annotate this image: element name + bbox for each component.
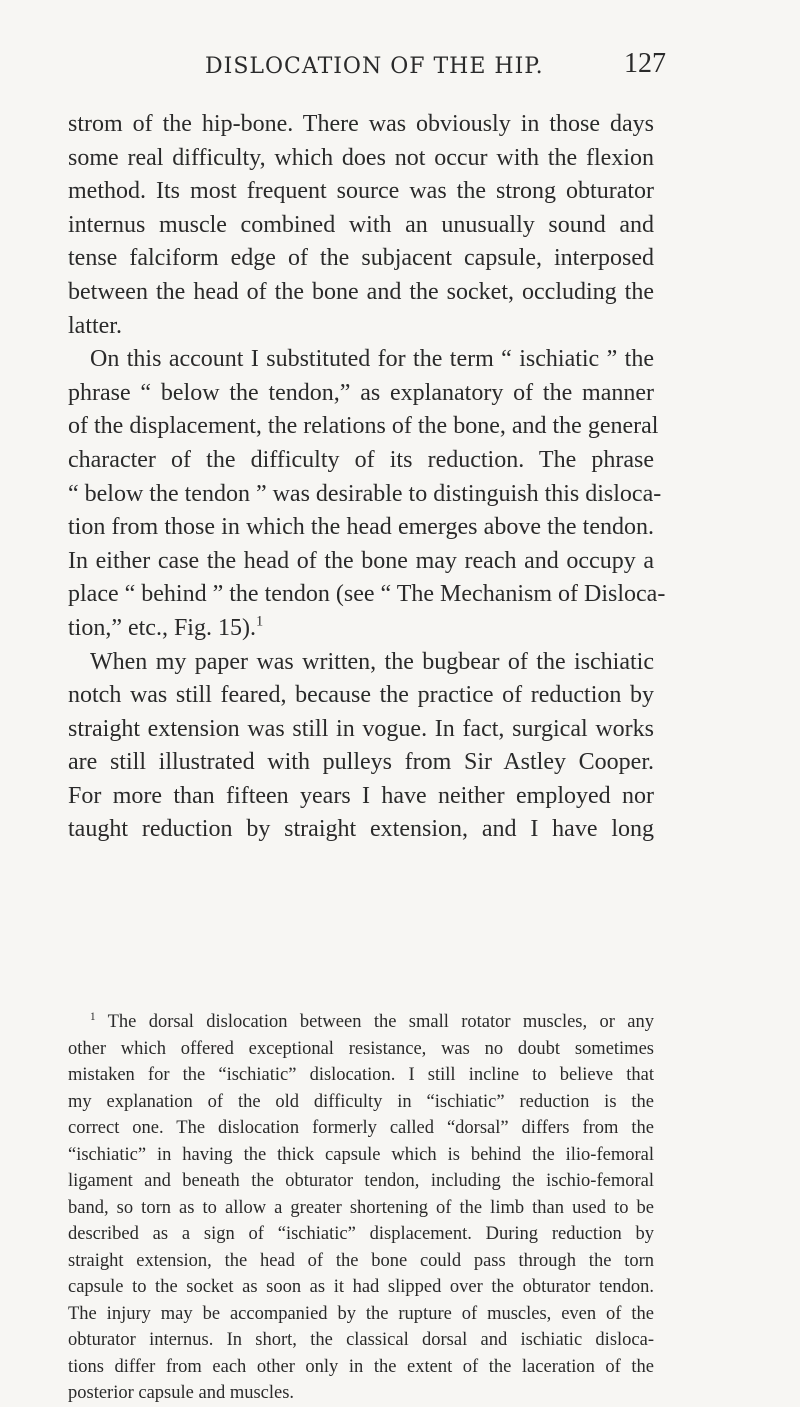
page-number: 127 — [624, 48, 666, 79]
footnote-line: band, so torn as to allow a greater shortening of the limb than used to be — [68, 1197, 654, 1218]
footnote-line: my explanation of the old difficulty in “ischiatic” reduction is the — [68, 1091, 654, 1112]
body-line: When my paper was written, the bugbear of the ischiatic — [90, 648, 654, 675]
footnote-reference: 1 — [255, 613, 264, 630]
body-line: In either case the head of the bone may reach and occupy a — [68, 547, 654, 574]
footnote-line: described as a sign of “ischiatic” displacement. During reduction by — [68, 1224, 654, 1244]
body-line: of the displacement, the relations of the bone, and the general — [68, 413, 659, 440]
body-line-with-footnote — [68, 612, 654, 646]
body-line: are still illustrated with pulleys from Sir Astley Cooper. — [68, 749, 654, 776]
body-line: place “ behind ” the tendon (see “ The Mechanism of Disloca- — [68, 581, 666, 608]
body-line: For more than fifteen years I have neither employed nor — [68, 782, 654, 809]
footnote-line: mistaken for the “ischiatic” dislocation. I still incline to believe that — [68, 1065, 654, 1085]
footnote-line: ligament and beneath the obturator tendon, including the ischio-femoral — [68, 1171, 654, 1191]
footnote-line: posterior capsule and muscles. — [68, 1383, 295, 1403]
footnote-line: The injury may be accompanied by the rupture of muscles, even of the — [68, 1303, 654, 1324]
body-line: tion,” etc., Fig. 15). — [68, 614, 256, 641]
body-line: notch was still feared, because the practice of reduction by — [68, 682, 654, 709]
body-line: method. Its most frequent source was the strong obturator — [68, 178, 654, 205]
body-line: On this account I substituted for the term “ ischiatic ” the — [90, 346, 654, 373]
footnote-line: The dorsal dislocation between the small rotator muscles, or any — [107, 1012, 654, 1032]
body-line: some real difficulty, which does not occur with the flexion — [68, 144, 654, 171]
body-line: internus muscle combined with an unusually sound and — [68, 211, 654, 238]
body-line: “ below the tendon ” was desirable to distinguish this disloca- — [68, 480, 662, 507]
body-line: straight extension was still in vogue. In fact, surgical works — [68, 715, 654, 742]
body-line: character of the difficulty of its reduction. The phrase — [68, 446, 654, 473]
body-line: latter. — [68, 312, 122, 339]
footnote-line: tions differ from each other only in the extent of the laceration of the — [68, 1356, 654, 1377]
footnote-line: other which offered exceptional resistance, was no doubt sometimes — [68, 1038, 654, 1059]
running-title: DISLOCATION OF THE HIP. — [205, 54, 544, 79]
footnote-line: capsule to the socket as soon as it had slipped over the obturator tendon. — [68, 1277, 654, 1297]
footnote-line-first — [68, 1009, 654, 1036]
footnote-line: straight extension, the head of the bone could pass through the torn — [68, 1250, 654, 1271]
body-line: between the head of the bone and the socket, occluding the — [68, 278, 654, 305]
body-line: strom of the hip-bone. There was obviously in those days — [68, 111, 654, 137]
footnote — [68, 1009, 654, 1407]
body-line: taught reduction by straight extension, and I have long — [68, 816, 654, 843]
footnote-line: obturator internus. In short, the classical dorsal and ischiatic disloca- — [68, 1330, 654, 1350]
footnote-marker: 1 — [90, 1010, 96, 1023]
body-line: phrase “ below the tendon,” as explanatory of the manner — [68, 379, 654, 406]
body-line: tion from those in which the head emerges above the tendon. — [68, 514, 654, 541]
footnote-line: “ischiatic” in having the thick capsule which is behind the ilio-femoral — [68, 1144, 654, 1165]
body-line: tense falciform edge of the subjacent capsule, interposed — [68, 245, 654, 272]
body-text — [68, 108, 666, 847]
footnote-line: correct one. The dislocation formerly called “dorsal” differs from the — [68, 1118, 654, 1138]
